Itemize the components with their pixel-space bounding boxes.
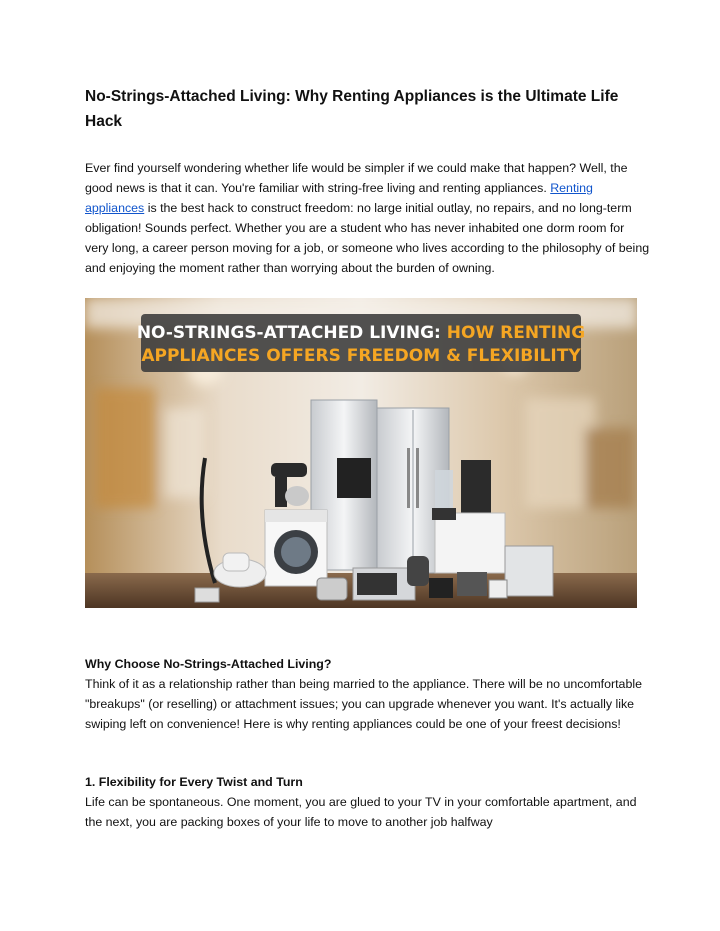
intro-text-before-link: Ever find yourself wondering whether life would be simpler if we could make that happen? Well, the good news is that it can. You're familiar with string-free living and renting appliances. [85, 161, 628, 195]
mug-icon [489, 580, 507, 598]
section-why-heading: Why Choose No-Strings-Attached Living? [85, 657, 332, 671]
renting-appliances-link[interactable]: Renting appliances [85, 181, 593, 215]
intro-paragraph [85, 158, 650, 278]
espresso-machine-icon [505, 546, 553, 596]
hero-image [85, 298, 637, 608]
intro-text-after-link: is the best hack to construct freedom: no large initial outlay, no repairs, and no long-term obligation! Sounds perfect. Whether you are a student who has never inhabited one dorm room for very long, a career person moving for a job, or someone who lives according to the philosophy of being and enjoying the moment rather than worrying about the burden of owning. [85, 201, 650, 275]
stand-mixer-icon [271, 463, 307, 477]
coffee-machine-icon [461, 460, 491, 518]
section-why-body: Think of it as a relationship rather than being married to the appliance. There will be no uncomfortable "breakups" (or reselling) or attachment issues; you can upgrade whenever you want. It's actually like swiping left on convenience! Here is why renting appliances could be one of your freest decisions! [85, 677, 642, 731]
blender-icon [435, 470, 453, 510]
kettle-icon [407, 556, 429, 586]
banner-line-1: NO-STRINGS-ATTACHED LIVING: HOW RENTING [136, 323, 586, 343]
section-flexibility-body: Life can be spontaneous. One moment, you are glued to your TV in your comfortable apartment, and the next, you are packing boxes of your life to move to another job halfway [85, 795, 637, 829]
air-fryer-icon [457, 572, 487, 596]
banner-line-2: APPLIANCES OFFERS FREEDOM & FLEXIBILITY [141, 346, 581, 366]
toaster-icon [429, 578, 453, 598]
dispenser-icon [337, 458, 371, 498]
document-title: No-Strings-Attached Living: Why Renting Appliances is the Ultimate Life Hack [85, 88, 619, 130]
slow-cooker-icon [317, 578, 347, 600]
iron-icon [195, 588, 219, 602]
section-flexibility-heading: 1. Flexibility for Every Twist and Turn [85, 775, 303, 789]
dishwasher-icon [435, 513, 505, 573]
